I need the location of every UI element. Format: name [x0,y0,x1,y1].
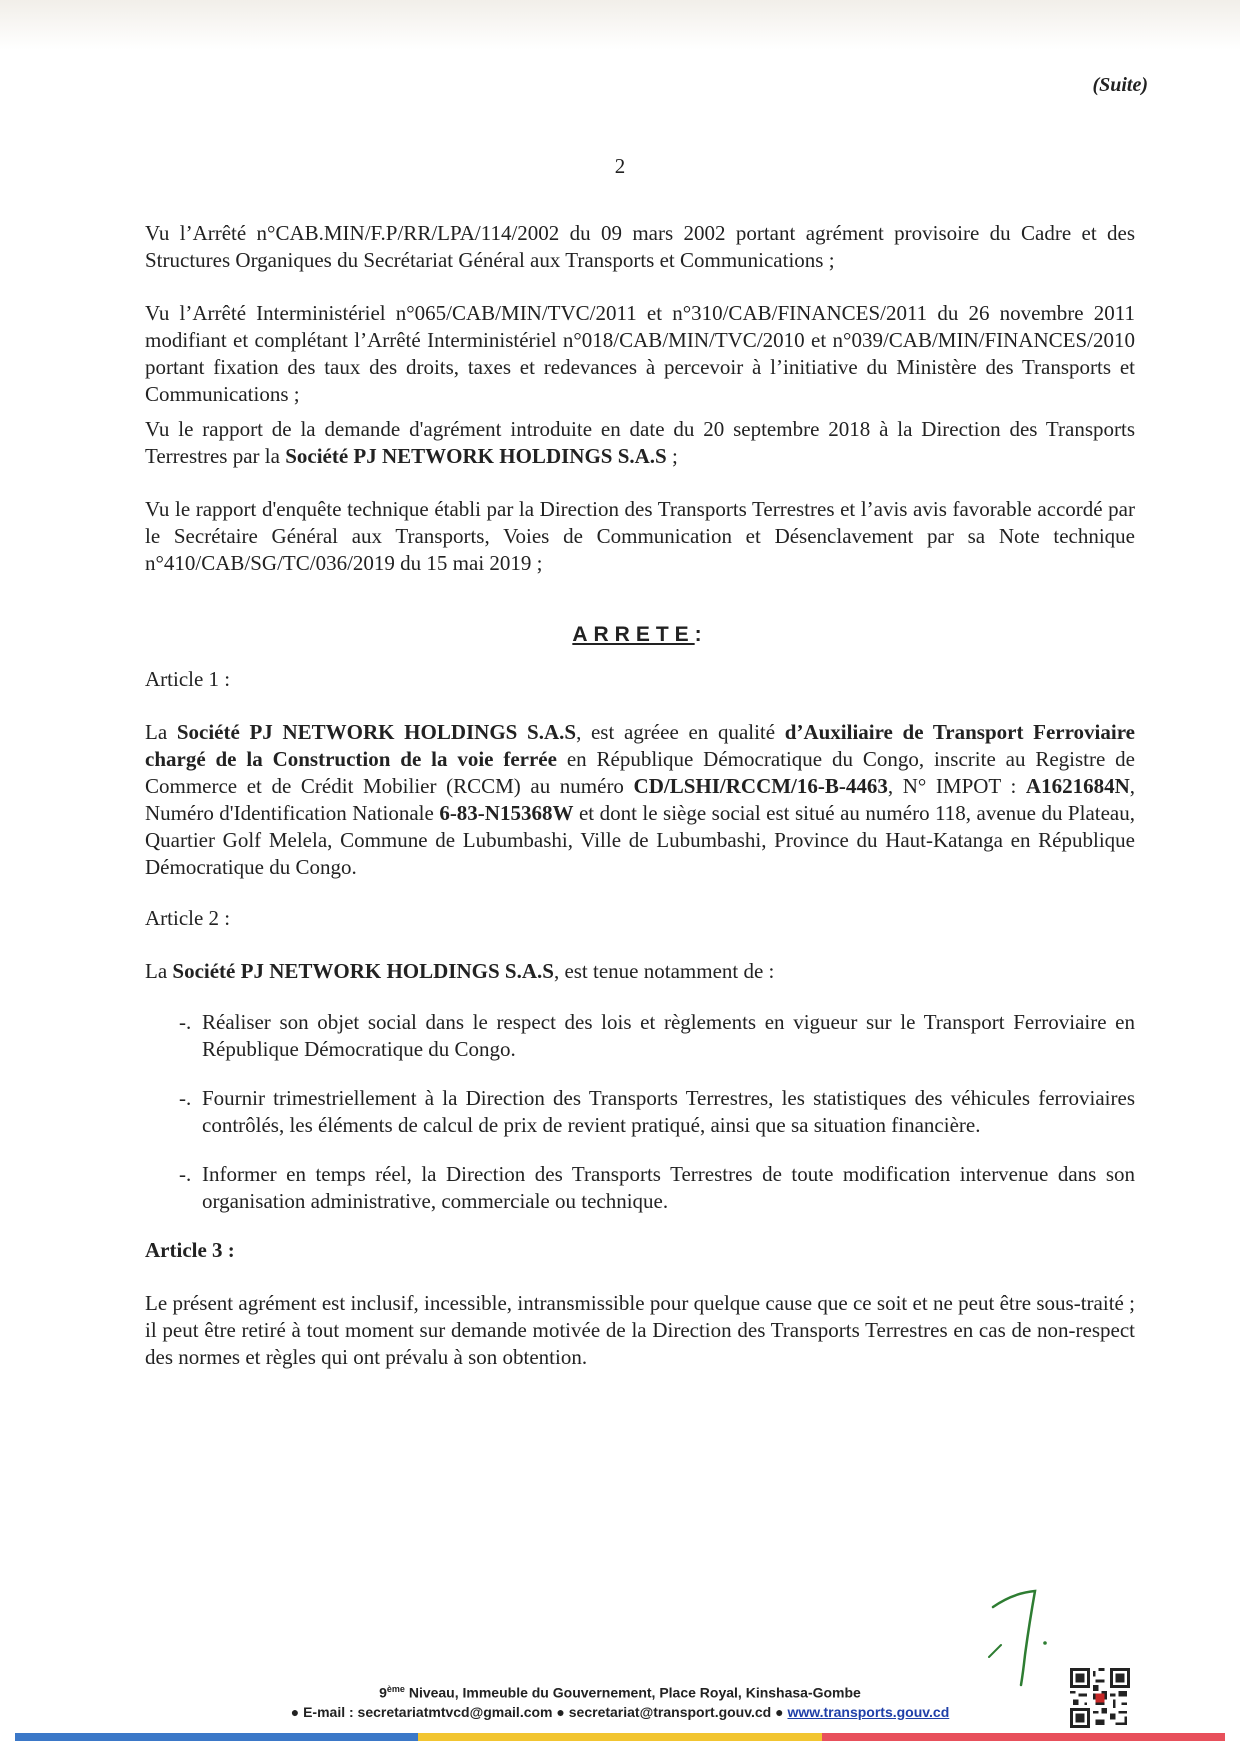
preamble-vu-4: Vu le rapport d'enquête technique établi par la Direction des Transports Terrestres et l’avis avis favorable accordé par le Secrétaire Général aux Transports, Voies de Communication et Désenclavement par sa Note technique n°410/CAB/SG/TC/036/2019 du 15 mai 2019 ; [145,497,1135,575]
list-item [145,1085,1135,1139]
decree-title [145,621,1135,648]
footer-separator: ● [771,1703,788,1720]
a1-role: d’Auxiliaire de Transport Ferroviaire chargé de la Construction de la voie ferrée [145,720,1135,771]
vu3-company: Société PJ NETWORK HOLDINGS S.A.S [285,444,667,468]
list-dash: -. [179,1086,192,1110]
article-1-text [145,719,1135,881]
footer-email-2[interactable]: secretariat@transport.gouv.cd [568,1703,772,1720]
document-body [145,220,1135,1371]
article-2-text [145,958,1135,985]
a1-t1: La [145,720,177,744]
a1-company: Société PJ NETWORK HOLDINGS S.A.S [176,720,577,744]
list-item-text: Fournir trimestriellement à la Direction des Transports Terrestres, les statistiques des véhicules ferroviaires contrôlés, les éléments de calcul de prix de revient pratiqué, ainsi que sa situation financière. [202,1086,1135,1137]
color-bar-yellow [418,1733,821,1741]
a1-impot: A1621684N [1025,774,1130,798]
preamble-vu-2: Vu l’Arrêté Interministériel n°065/CAB/MIN/TVC/2011 et n°310/CAB/FINANCES/2011 du 26 novembre 2011 modifiant et complétant l’Arrêté Interministériel n°018/CAB/MIN/TVC/2010 et n°039/CAB/MIN/FINANCES/2010 portant fixation des taux des droits, taxes et redevances à percevoir à l’initiative du Ministère des Transports et Communications ; [145,301,1135,406]
vu3-text-b: ; [666,444,678,468]
footer-separator: ● [552,1703,569,1720]
obligations-list [145,1009,1135,1215]
a1-t4: , N° IMPOT : [887,774,1026,798]
scan-edge [0,0,1240,50]
list-item [145,1009,1135,1063]
footer-website-link[interactable]: www.transports.gouv.cd [787,1703,950,1720]
footer-floor-sup: ème [386,1684,405,1694]
list-dash: -. [179,1010,192,1034]
list-dash: -. [179,1162,192,1186]
article-1-heading: Article 1 : [145,667,231,691]
footer-address-text: Niveau, Immeuble du Gouvernement, Place Royal, Kinshasa-Gombe [404,1684,861,1701]
article-3-text: Le présent agrément est inclusif, incessible, intransmissible pour quelque cause que ce soit et ne peut être sous-traité ; il peut être retiré à tout moment sur demande motivée de la Direction des Transports Terrestres en cas de non-respect des normes et règles qui ont prévalu à son obtention. [145,1291,1135,1369]
footer-email-1[interactable]: secretariatmtvcd@gmail.com [357,1703,553,1720]
page-number: 2 [614,154,626,178]
color-bar-red [822,1733,1225,1741]
a1-id-nat: 6-83-N15368W [439,801,574,825]
footer-contacts [0,1703,1240,1722]
page-footer [0,1680,1240,1722]
a1-rccm: CD/LSHI/RCCM/16-B-4463 [633,774,888,798]
a2-t2: , est tenue notamment de : [553,959,775,983]
suite-label: (Suite) [1092,74,1148,96]
decree-title-colon: : [694,623,708,646]
a1-t5: , Numéro d'Identification Nationale [145,774,1135,825]
color-bar-blue [15,1733,418,1741]
a2-t1: La [145,959,173,983]
vu3-text-a: Vu le rapport de la demande d'agrément introduite en date du 20 septembre 2018 à la Direction des Transports Terrestres par la [145,417,1135,468]
qr-code-icon [1070,1668,1130,1728]
footer-color-bar [15,1733,1225,1741]
footer-email-label: ● E-mail : [290,1703,358,1720]
decree-title-word: ARRETE [572,623,695,646]
a1-t2: , est agréee en qualité [576,720,785,744]
a2-company: Société PJ NETWORK HOLDINGS S.A.S [172,959,554,983]
footer-address [0,1680,1240,1703]
list-item-text: Réaliser son objet social dans le respect des lois et règlements en vigueur sur le Transport Ferroviaire en République Démocratique du Congo. [202,1010,1135,1061]
a1-t3: en République Démocratique du Congo, inscrite au Registre de Commerce et de Crédit Mobilier (RCCM) au numéro [145,747,1135,798]
preamble-vu-1: Vu l’Arrêté n°CAB.MIN/F.P/RR/LPA/114/2002 du 09 mars 2002 portant agrément provisoire du Cadre et des Structures Organiques du Secrétariat Général aux Transports et Communications ; [145,221,1135,272]
list-item [145,1161,1135,1215]
footer-floor-num: 9 [379,1684,387,1701]
article-2-heading: Article 2 : [145,906,231,930]
article-3-heading: Article 3 : [145,1238,235,1262]
preamble-vu-3 [145,416,1135,470]
a1-t6: et dont le siège social est situé au numéro 118, avenue du Plateau, Quartier Golf Melela, Commune de Lubumbashi, Ville de Lubumbashi, Province du Haut-Katanga en République Démocratique du Congo. [145,801,1135,879]
list-item-text: Informer en temps réel, la Direction des Transports Terrestres de toute modification intervenue dans son organisation administrative, commerciale ou technique. [202,1162,1135,1213]
signature-icon [985,1585,1065,1695]
